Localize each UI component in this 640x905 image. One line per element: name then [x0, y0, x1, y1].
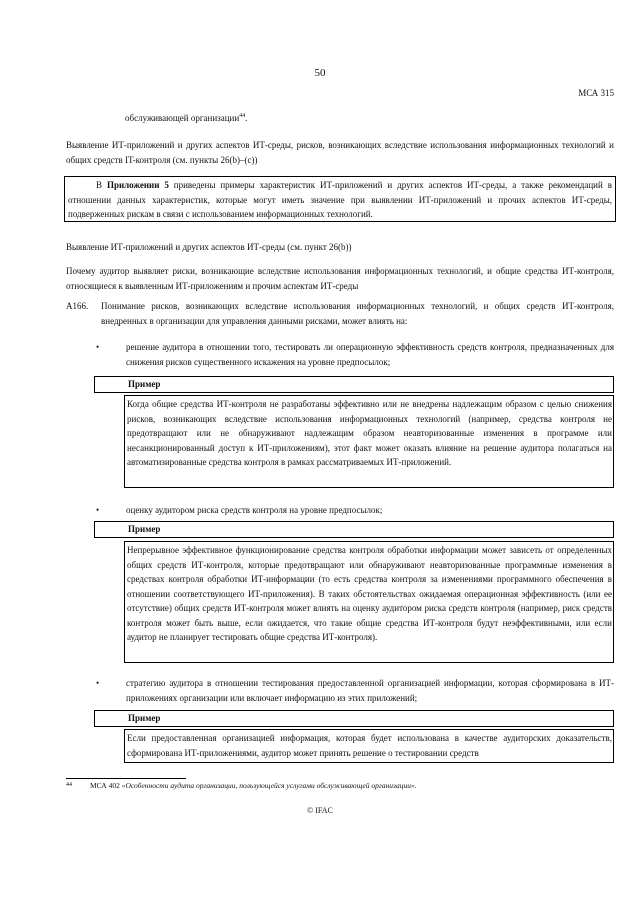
intro-text: обслуживающей организации [125, 113, 240, 123]
bullet-symbol-2: • [96, 505, 100, 515]
why-question: Почему аудитор выявляет риски, возникающие вследствие использования информационных технологий, и общие средства ИТ-контроля, относящиеся к выявленным ИТ-приложениям и прочим аспектам ИТ-среды [66, 266, 614, 291]
footnote-text [90, 781, 614, 791]
bullet-text-3: стратегию аудитора в отношении тестирования предоставленной организацией информации, которая сформирована в ИТ-приложениях организации или включает информацию из этих приложений; [126, 678, 614, 703]
page-number: 50 [314, 67, 326, 79]
example-label-1: Пример [128, 379, 161, 389]
bullet-text-2: оценку аудитором риска средств контроля на уровне предпосылок; [126, 505, 383, 515]
footnote-ref: 44 [239, 113, 246, 119]
paragraph-a166-text: Понимание рисков, возникающих вследствие использования информационных технологий, и общих средств ИТ-контроля, внедренных в организации для управления данными рисками, может влиять на: [101, 301, 614, 326]
appendix-note-text [68, 178, 612, 222]
footnote-title: «Особенности аудита организации, пользующейся услугами обслуживающей организации». [121, 781, 417, 790]
appendix-link-text: Приложении 5 [106, 180, 169, 190]
bullet-text-1: решение аудитора в отношении того, тестировать ли операционную эффективность средств контроля, предназначенных для снижения рисков существенного искажения на уровне предпосылок; [126, 342, 614, 367]
example-label-3: Пример [128, 713, 161, 723]
example-text-3: Если предоставленная организацией информация, которая будет использована в качестве аудиторских доказательств, сформирована ИТ-приложениями, аудитор может принять решение о тестировании средств [127, 733, 612, 758]
bullet-symbol-3: • [96, 678, 100, 688]
section-heading-it-apps-risks: Выявление ИТ-приложений и других аспектов ИТ-среды, рисков, возникающих вследствие использования информационных технологий и общих средств IT-контроля (см. пункты 26(b)–(c)) [66, 140, 614, 165]
intro-end: . [245, 113, 248, 123]
intro-fragment [125, 109, 425, 126]
section-heading-26b: Выявление ИТ-приложений и других аспектов ИТ-среды (см. пункт 26(b)) [66, 242, 352, 252]
appendix-note-body: приведены примеры характеристик ИТ-приложений и других аспектов ИТ-среды, а также рекомендаций в отношении данных характеристик, которые могут иметь значение при выявлении ИТ-приложений и прочих аспектов ИТ-среды, подверженных рискам в связи с использованием информационных технологий. [68, 180, 612, 219]
example-text-1: Когда общие средства ИТ-контроля не разработаны эффективно или не внедрены надлежащим образом с целью снижения рисков, возникающих вследствие использования информационных технологий (например, средства контроля не предотвращают или не обнаруживают надлежащим образом неавторизованные изменения в программе или несанкционированный доступ к ИТ-приложениям), этот факт может оказать влияние на решение аудитора полагаться на автоматизированные средства контроля в рамках рассматриваемых ИТ-приложений. [127, 399, 612, 467]
example-label-2: Пример [128, 524, 161, 534]
example-label-bar-2 [94, 521, 614, 538]
footnote-prefix: МСА 402 [90, 781, 122, 790]
page-footer: © IFAC [307, 806, 333, 815]
standard-code: МСА 315 [578, 88, 614, 98]
example-text-2: Непрерывное эффективное функционирование средства контроля обработки информации может зависеть от определенных общих средств ИТ-контроля, которые предотвращают или обнаруживают неавторизованные программные изменения в средствах контроля обработки ИТ-информации (то есть средства контроля за изменениями программного обеспечения в отношении соответствующего ИТ-приложения). В таких обстоятельствах ожидаемая операционная эффективность (или ее отсутствие) общих средств ИТ-контроля может влиять на оценку аудитором риска средств контроля (например, риск средств контроля может быть выше, если ожидается, что такие общие средства ИТ-контроля будут неэффективными, или если аудитор не планирует тестировать общие средства ИТ-контроля). [127, 545, 612, 642]
appendix-note-prefix: В [96, 180, 107, 190]
paragraph-a166-number: A166. [66, 301, 89, 311]
example-label-bar-3 [94, 710, 614, 727]
example-label-bar-1 [94, 376, 614, 393]
footnote-number: 44 [66, 782, 72, 788]
footnote-divider [66, 778, 186, 779]
bullet-symbol-1: • [96, 342, 100, 352]
